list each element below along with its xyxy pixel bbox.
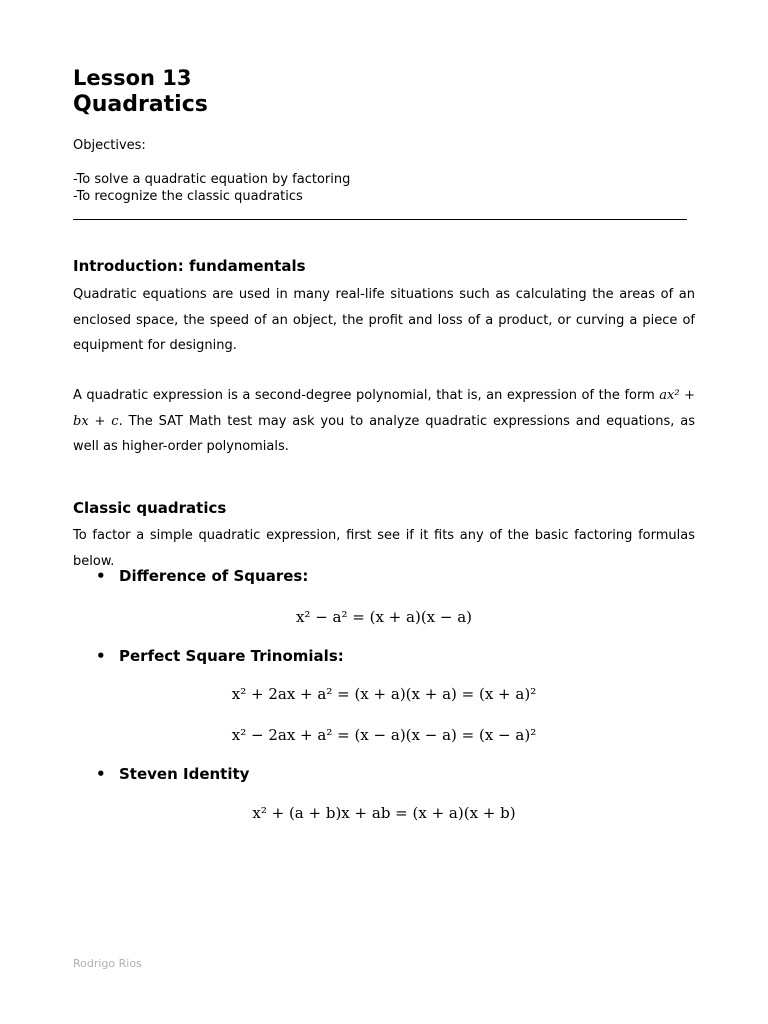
introduction-paragraph-1: Quadratic equations are used in many real-life situations such as calculating the areas of an enclosed space, the speed of an object, the profit and loss of a product, or curving a piece of equipment for designing. [73, 287, 695, 353]
quadratic-form-expression: ax² + bx + c [73, 388, 695, 429]
page-title: Quadratics [73, 92, 208, 117]
bullet-difference-of-squares [96, 566, 308, 586]
bullet-icon: • [96, 647, 106, 665]
formula-steven-identity: x² + (a + b)x + ab = (x + a)(x + b) [252, 804, 516, 822]
paragraph-2-end: . The SAT Math test may ask you to analyze quadratic expressions and equations, as well as higher-order polynomials. [73, 413, 695, 454]
objective-item: -To recognize the classic quadratics [73, 189, 303, 204]
bullet-icon: • [96, 567, 106, 585]
formula-difference-of-squares: x² − a² = (x + a)(x − a) [295, 608, 473, 626]
bullet-label: Difference of Squares: [119, 567, 309, 585]
lesson-number: Lesson 13 [73, 66, 192, 90]
bullet-perfect-square-trinomials [96, 646, 344, 666]
bullet-label: Steven Identity [119, 765, 250, 783]
classic-quadratics-heading: Classic quadratics [73, 499, 227, 517]
bullet-icon: • [96, 765, 106, 783]
objective-item: -To solve a quadratic equation by factoring [73, 172, 351, 187]
paragraph-2-start: A quadratic expression is a second-degree polynomial, that is, an expression of the form [73, 388, 655, 403]
classic-quadratics-intro: To factor a simple quadratic expression, first see if it fits any of the basic factoring formulas below. [73, 528, 695, 569]
objectives-label: Objectives: [73, 138, 146, 153]
formula-perfect-square-minus: x² − 2ax + a² = (x − a)(x − a) = (x − a)² [231, 726, 537, 744]
bullet-steven-identity [96, 764, 249, 784]
bullet-label: Perfect Square Trinomials: [119, 647, 344, 665]
introduction-heading: Introduction: fundamentals [73, 257, 306, 275]
section-divider [73, 219, 687, 220]
formula-perfect-square-plus: x² + 2ax + a² = (x + a)(x + a) = (x + a)² [231, 685, 537, 703]
footer-author: Rodrigo Rios [73, 957, 142, 970]
objectives-list [73, 171, 350, 205]
introduction-paragraph-2 [73, 383, 695, 460]
